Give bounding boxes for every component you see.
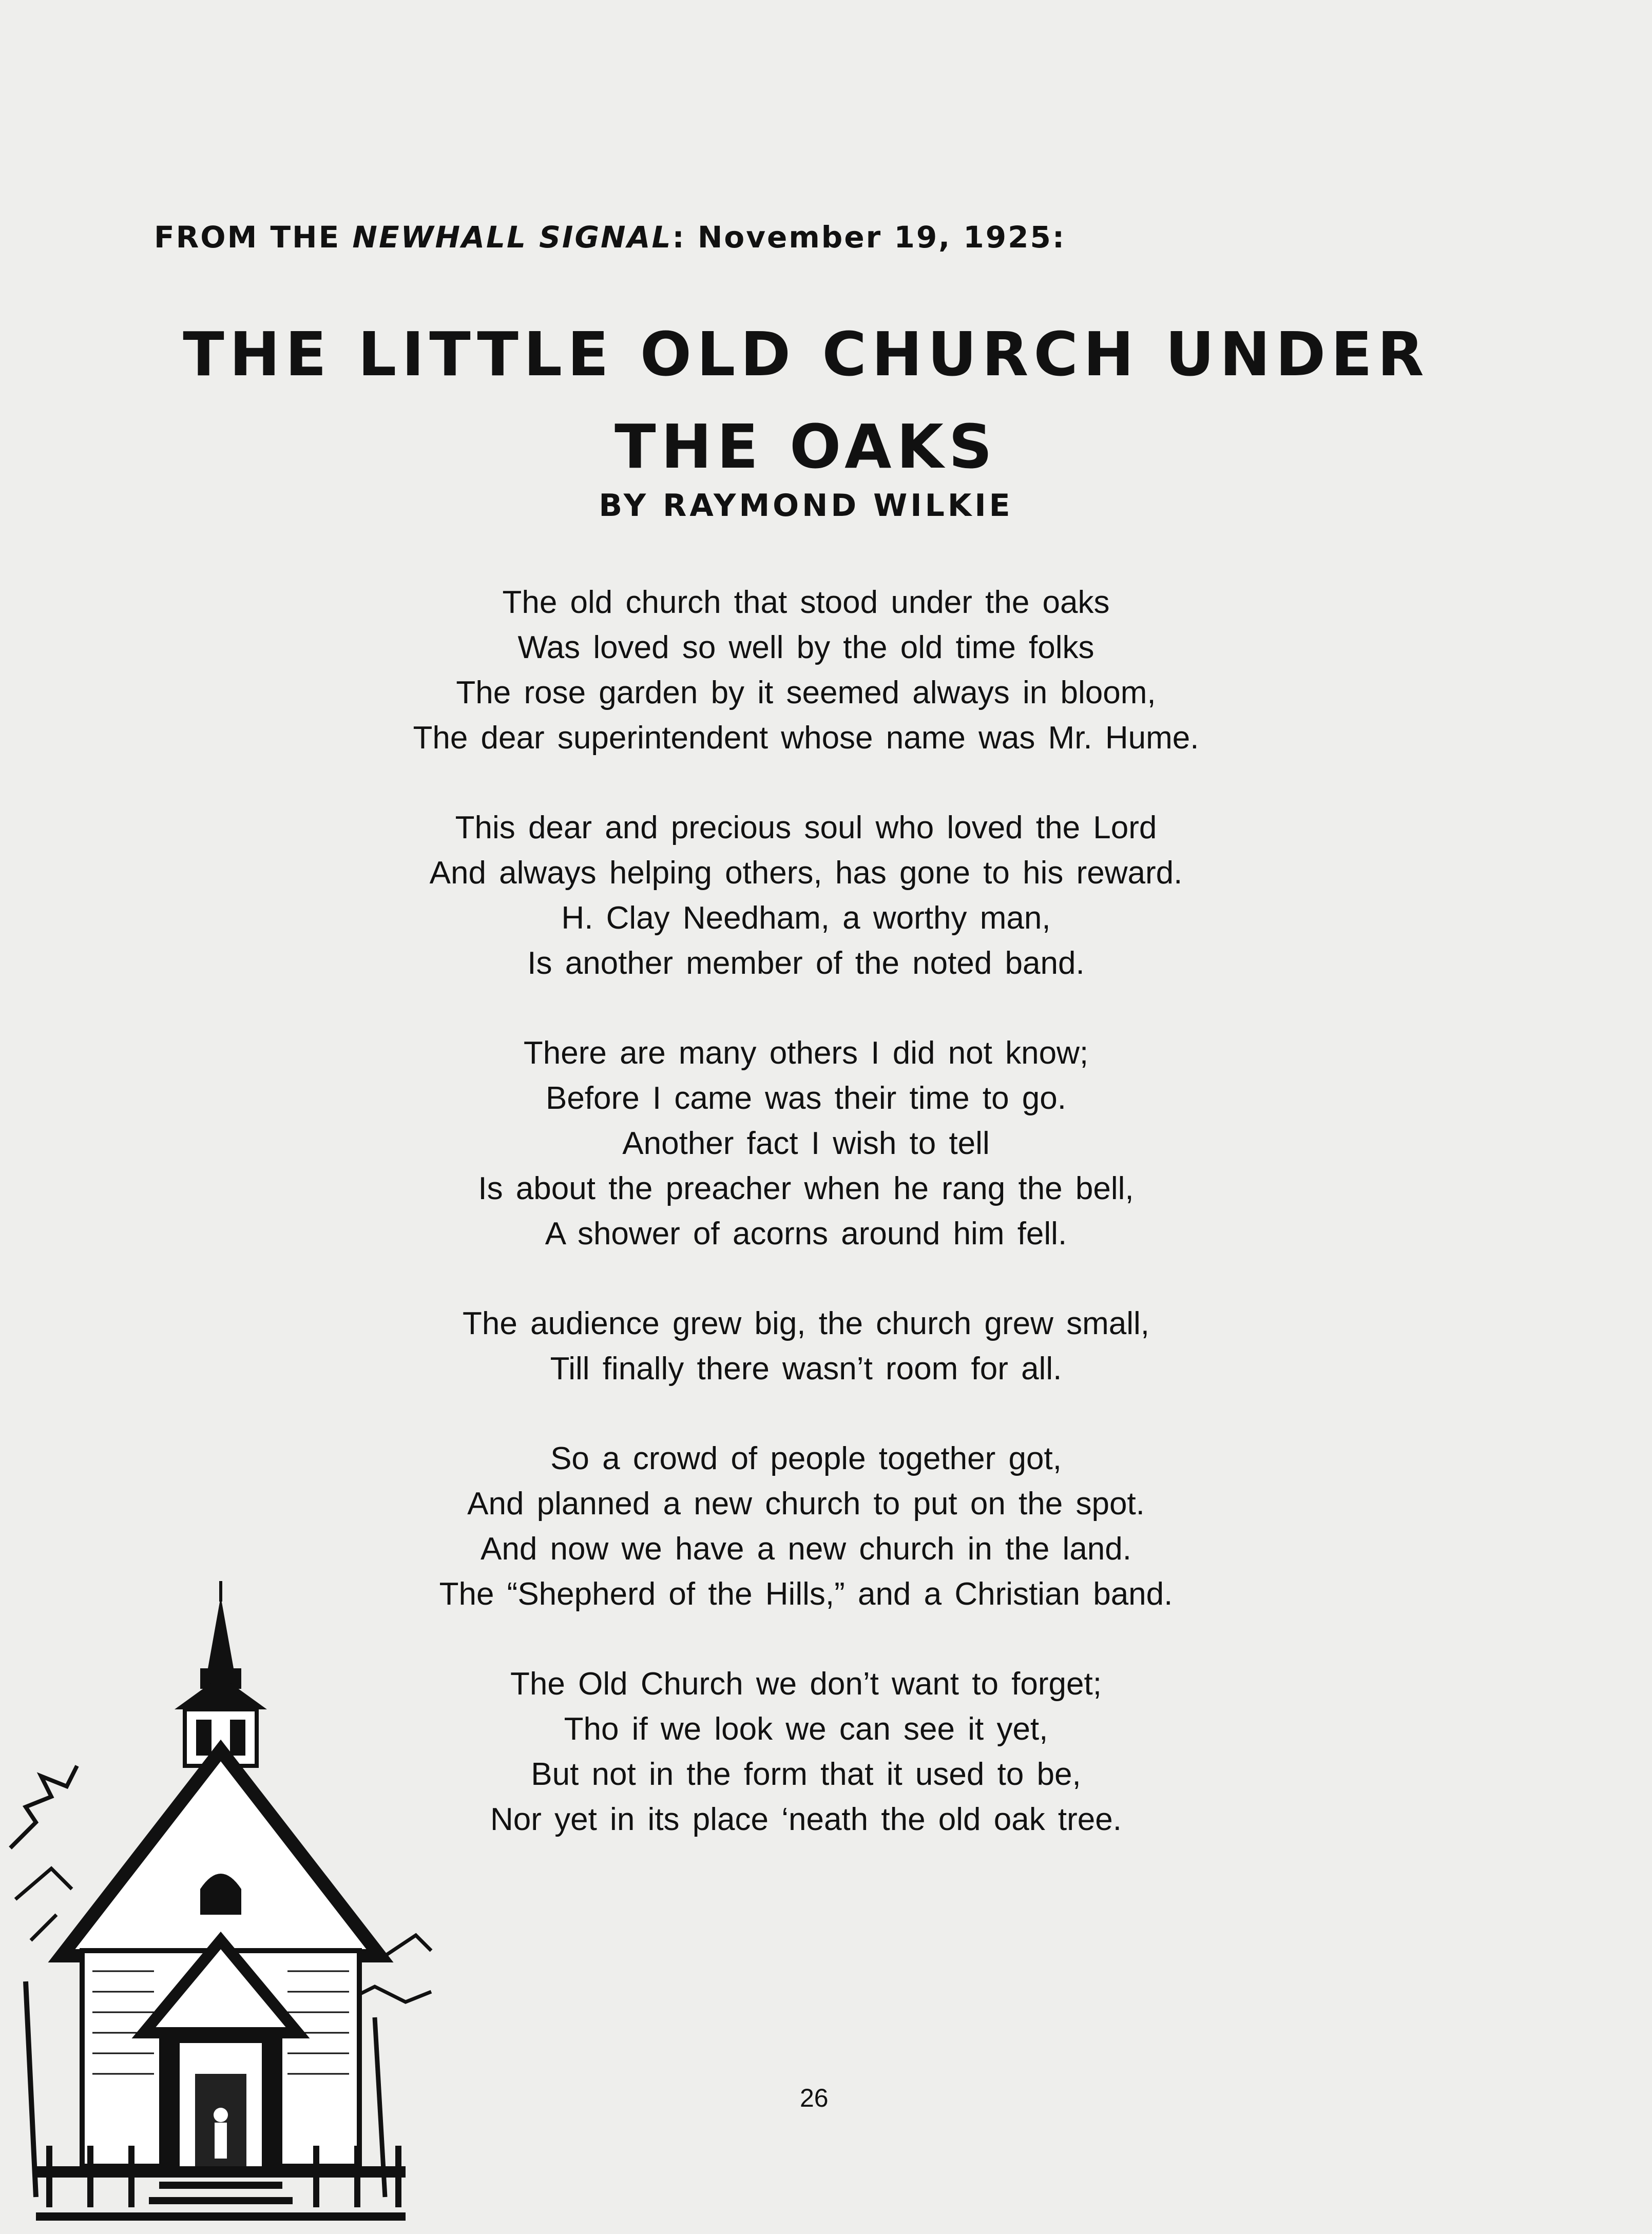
poem-line: This dear and precious soul who loved the Lord: [455, 810, 1157, 845]
poem-line: Another fact I wish to tell: [622, 1126, 990, 1161]
poem-line: H. Clay Needham, a worthy man,: [561, 900, 1051, 936]
poem-line: And now we have a new church in the land.: [481, 1531, 1131, 1567]
poem-line: So a crowd of people together got,: [550, 1441, 1062, 1476]
page-number: 26: [800, 2084, 829, 2112]
stanza-4: [154, 1301, 1458, 1392]
source-citation: [154, 220, 1066, 255]
poem-line: Before I came was their time to go.: [546, 1081, 1066, 1116]
poem-title-line-1: THE LITTLE OLD CHURCH UNDER: [183, 319, 1429, 390]
poem-line: Is about the preacher when he rang the bell,: [478, 1171, 1134, 1206]
poem-line: The rose garden by it seemed always in bloom,: [456, 675, 1156, 710]
stanza-2: [154, 805, 1458, 986]
poem-line: Nor yet in its place ‘neath the old oak tree.: [490, 1802, 1122, 1837]
poem-line: The dear superintendent whose name was Mr. Hume.: [413, 720, 1199, 756]
poem-line: A shower of acorns around him fell.: [545, 1216, 1067, 1251]
poem-title-line-2: THE OAKS: [614, 411, 997, 482]
poem-line: And always helping others, has gone to his reward.: [429, 855, 1183, 891]
stanza-3: [154, 1031, 1458, 1257]
source-date: : November 19, 1925:: [672, 220, 1066, 255]
poem-line: Was loved so well by the old time folks: [517, 630, 1094, 665]
poem-line: The Old Church we don’t want to forget;: [510, 1666, 1102, 1702]
poem-line: The “Shepherd of the Hills,” and a Christian band.: [439, 1576, 1173, 1612]
poem-line: The old church that stood under the oaks: [502, 585, 1110, 620]
byline: BY RAYMOND WILKIE: [599, 488, 1013, 524]
poem-line: Till finally there wasn’t room for all.: [550, 1351, 1062, 1386]
stanza-1: [154, 580, 1458, 761]
poem-line: There are many others I did not know;: [523, 1035, 1089, 1071]
poem-line: And planned a new church to put on the spot.: [467, 1486, 1145, 1522]
poem-line: Is another member of the noted band.: [527, 946, 1085, 981]
poem-line: But not in the form that it used to be,: [531, 1757, 1081, 1792]
poem-line: The audience grew big, the church grew small,: [463, 1306, 1149, 1341]
church-illustration: [5, 1581, 436, 2233]
newspaper-name: NEWHALL SIGNAL: [352, 220, 673, 255]
poem-title: [154, 308, 1458, 493]
source-prefix: FROM THE: [154, 220, 353, 255]
poem-line: Tho if we look we can see it yet,: [564, 1711, 1048, 1747]
